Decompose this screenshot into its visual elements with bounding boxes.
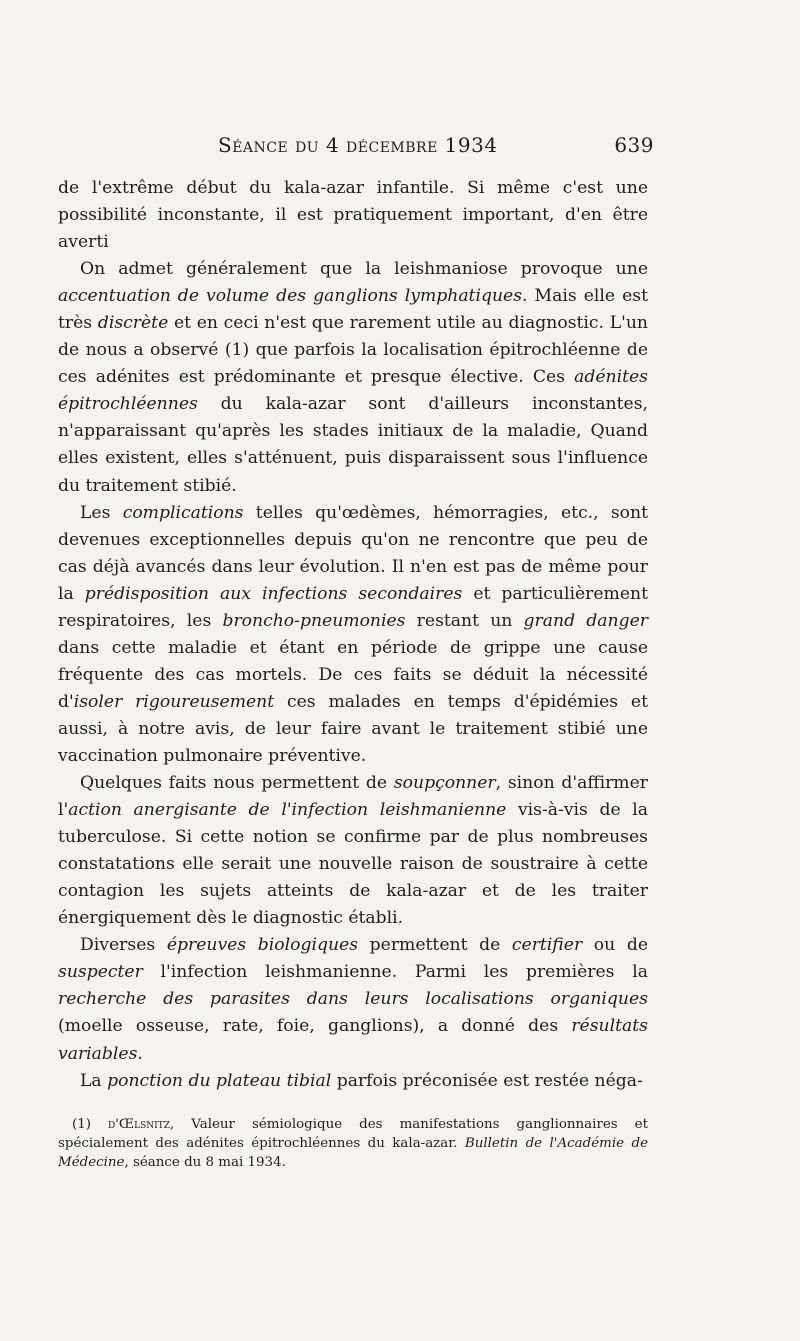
text-run: , Valeur sémiologique des manifestations ganglionnaires et spécialement des adénites épitrochléennes du kala-azar. <box>58 1116 648 1151</box>
text-run: On admet généralement que la leishmaniose provoque une <box>80 259 648 280</box>
document-page <box>58 133 654 1172</box>
italic-text: isoler rigoureusement <box>73 691 275 712</box>
italic-text: soupçonner <box>393 773 496 794</box>
italic-text: broncho-pneumonies <box>222 610 406 631</box>
text-run: Quelques faits nous permettent de <box>80 773 394 794</box>
text-run: Les <box>80 502 123 523</box>
text-run: vis-à-vis de la tuberculose. Si cette notion se confirme par de plus nombreuses constatations elle serait une nouvelle raison de soustraire à cette contagion les sujets atteints de kala-azar et de les traiter énergiquement dès le diagnostic établi. <box>58 800 648 929</box>
running-title: Séance du 4 décembre 1934 <box>218 133 498 157</box>
text-run: dans cette maladie et étant en période de grippe une cause fréquente des cas mortels. De ces faits se déduit la nécessité d' <box>58 637 648 712</box>
paragraph <box>58 770 648 932</box>
text-run: . Mais elle est très <box>58 286 648 334</box>
italic-text: ponction du plateau tibial <box>107 1070 332 1091</box>
italic-text: recherche des parasites dans leurs localisations organiques <box>58 989 648 1010</box>
italic-text: certifier <box>511 935 583 956</box>
italic-text: discrète <box>97 313 169 334</box>
italic-text: action anergisante de l'infection leishmanienne <box>68 800 507 821</box>
text-run: telles qu'œdèmes, hémorragies, etc., sont devenues exceptionnelles depuis qu'on ne rencontre que peu de cas déjà avancés dans leur évolution. Il n'en est pas de même pour la <box>58 502 648 604</box>
paragraph <box>58 175 648 256</box>
paragraph <box>58 932 648 1067</box>
text-run: . <box>137 1043 143 1064</box>
text-run: parfois préconisée est restée néga- <box>331 1070 643 1091</box>
text-run: ces malades en temps d'épidémies et aussi, à notre avis, de leur faire avant le traitement stibié une vaccination pulmonaire préventive. <box>58 691 648 766</box>
text-run: et particulièrement respiratoires, les <box>58 583 648 631</box>
italic-text: résultats variables <box>58 1016 648 1064</box>
paragraph <box>58 256 648 499</box>
italic-text: Bulletin de l'Académie de Médecine <box>58 1135 649 1170</box>
text-run: et en ceci n'est que rarement utile au diagnostic. L'un de nous a observé (1) que parfois la localisation épitrochléenne de ces adénites est prédominante et presque élective. Ces <box>58 313 648 388</box>
text-run: La <box>80 1070 108 1091</box>
italic-text: prédisposition aux infections secondaires <box>84 583 463 604</box>
italic-text: épreuves biologiques <box>166 935 359 956</box>
italic-text: grand danger <box>523 610 648 631</box>
author-name: d'Œlsnitz <box>108 1116 170 1132</box>
italic-text: accentuation de volume des ganglions lymphatiques <box>58 286 523 307</box>
italic-text: complications <box>122 502 244 523</box>
text-run: , sinon d'affirmer l' <box>58 773 648 821</box>
text-run: du kala-azar sont d'ailleurs inconstantes, n'apparaissant qu'après les stades initiaux de la maladie, Quand elles existent, elles s'atténuent, puis disparaissent sous l'influence du traitement stibié. <box>58 394 648 496</box>
italic-text: adénites épitrochléennes <box>58 367 648 415</box>
paragraph <box>58 1068 648 1095</box>
running-header <box>58 133 654 165</box>
text-run: (moelle osseuse, rate, foie, ganglions), a donné des <box>58 1016 572 1037</box>
text-run: Diverses <box>80 935 167 956</box>
paragraph <box>58 500 648 770</box>
italic-text: suspecter <box>58 962 143 983</box>
footnote <box>58 1115 648 1172</box>
body-text <box>58 175 648 1095</box>
text-run: (1) <box>72 1116 109 1132</box>
text-run: permettent de <box>358 935 512 956</box>
text-run: restant un <box>405 610 524 631</box>
text-run: , séance du 8 mai 1934. <box>124 1154 286 1170</box>
text-run: ou de <box>582 935 648 956</box>
text-run: de l'extrême début du kala-azar infantile. Si même c'est une possibilité inconstante, il est pratiquement important, d'en être averti <box>58 178 648 253</box>
page-number: 639 <box>614 133 654 157</box>
text-run: l'infection leishmanienne. Parmi les premières la <box>142 962 648 983</box>
